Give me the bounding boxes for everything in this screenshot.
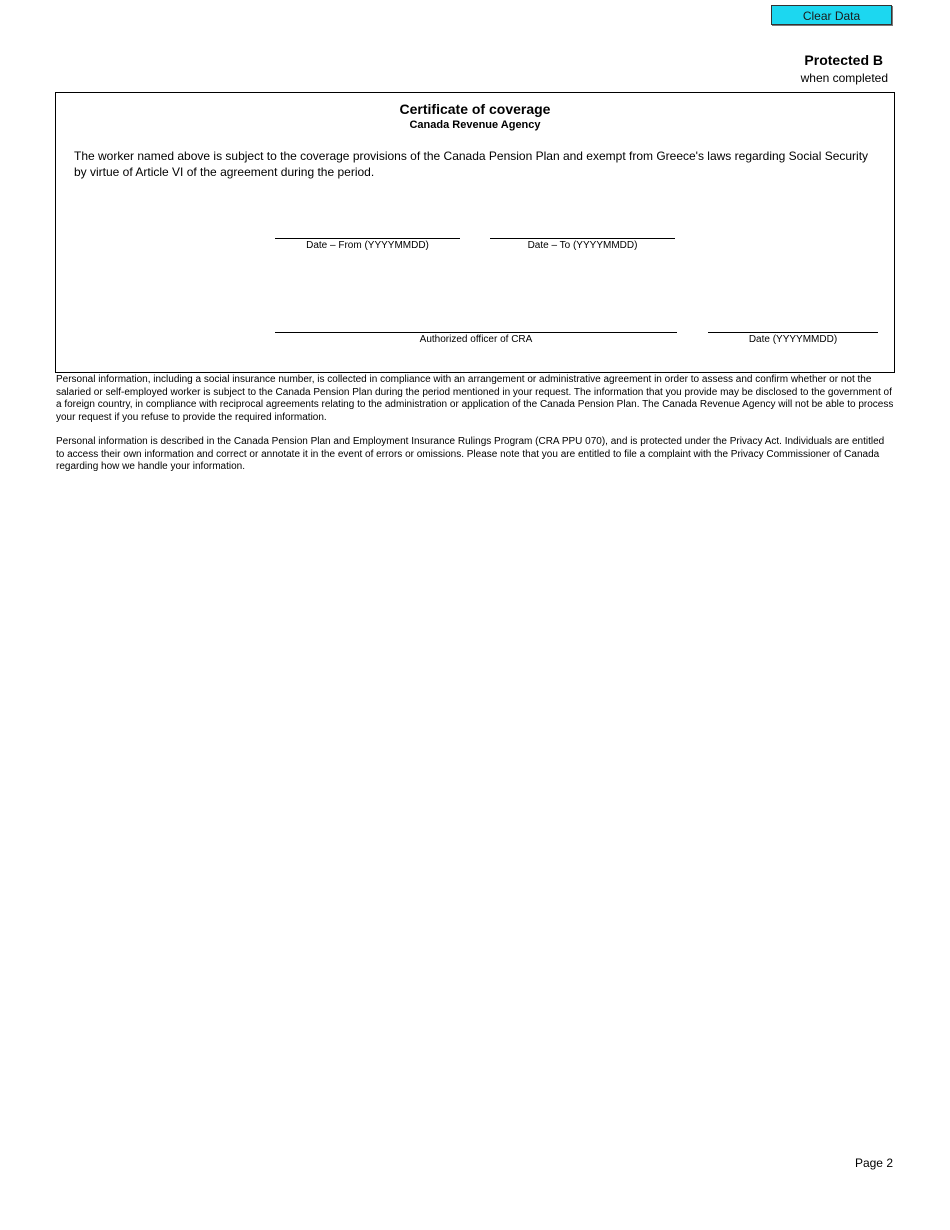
privacy-notice-rights: Personal information is described in the Canada Pension Plan and Employment Insurance Rulings Program (CRA PPU 070), and is protected under the Privacy Act. Individuals are entitled to access their own information and correct or annotate it in the event of errors or omissions. Please note that you are entitled to file a complaint with the Privacy Commissioner of Canada regarding how we handle your information. (56, 436, 885, 472)
date-to-line[interactable] (490, 238, 675, 239)
authorized-officer-label: Authorized officer of CRA (419, 334, 533, 345)
signed-date-line[interactable] (708, 332, 878, 333)
signed-date-field[interactable] (708, 332, 878, 345)
certificate-agency: Canada Revenue Agency (409, 119, 541, 131)
certificate-box (55, 92, 895, 373)
authorized-officer-line[interactable] (275, 332, 677, 333)
when-completed-label: when completed (800, 71, 888, 85)
page-number: Page 2 (854, 1156, 893, 1170)
clear-data-button[interactable]: Clear Data (771, 5, 892, 25)
coverage-statement: The worker named above is subject to the coverage provisions of the Canada Pension Plan and exempt from Greece's laws regarding Social Security by virtue of Article VI of the agreement during the period. (74, 149, 869, 179)
date-from-label: Date – From (YYYYMMDD) (306, 240, 429, 251)
date-to-label: Date – To (YYYYMMDD) (527, 240, 638, 251)
certificate-title: Certificate of coverage (399, 101, 551, 117)
date-from-field[interactable] (275, 238, 460, 251)
signed-date-label: Date (YYYYMMDD) (748, 334, 838, 345)
privacy-notice-collection: Personal information, including a social insurance number, is collected in compliance with an arrangement or administrative agreement in order to assess and confirm whether or not the salaried or self-employed worker is subject to the Canada Pension Plan during the period mentioned in your request. The information that you provide may be disclosed to the government of a foreign country, in compliance with reciprocal agreements relating to the administration or application of the Canada Pension Plan. The Canada Revenue Agency will not be able to process your request if you refuse to provide the required information. (56, 374, 894, 423)
date-from-line[interactable] (275, 238, 460, 239)
date-to-field[interactable] (490, 238, 675, 251)
protected-b-label: Protected B (804, 52, 883, 68)
authorized-officer-field[interactable] (275, 332, 677, 345)
